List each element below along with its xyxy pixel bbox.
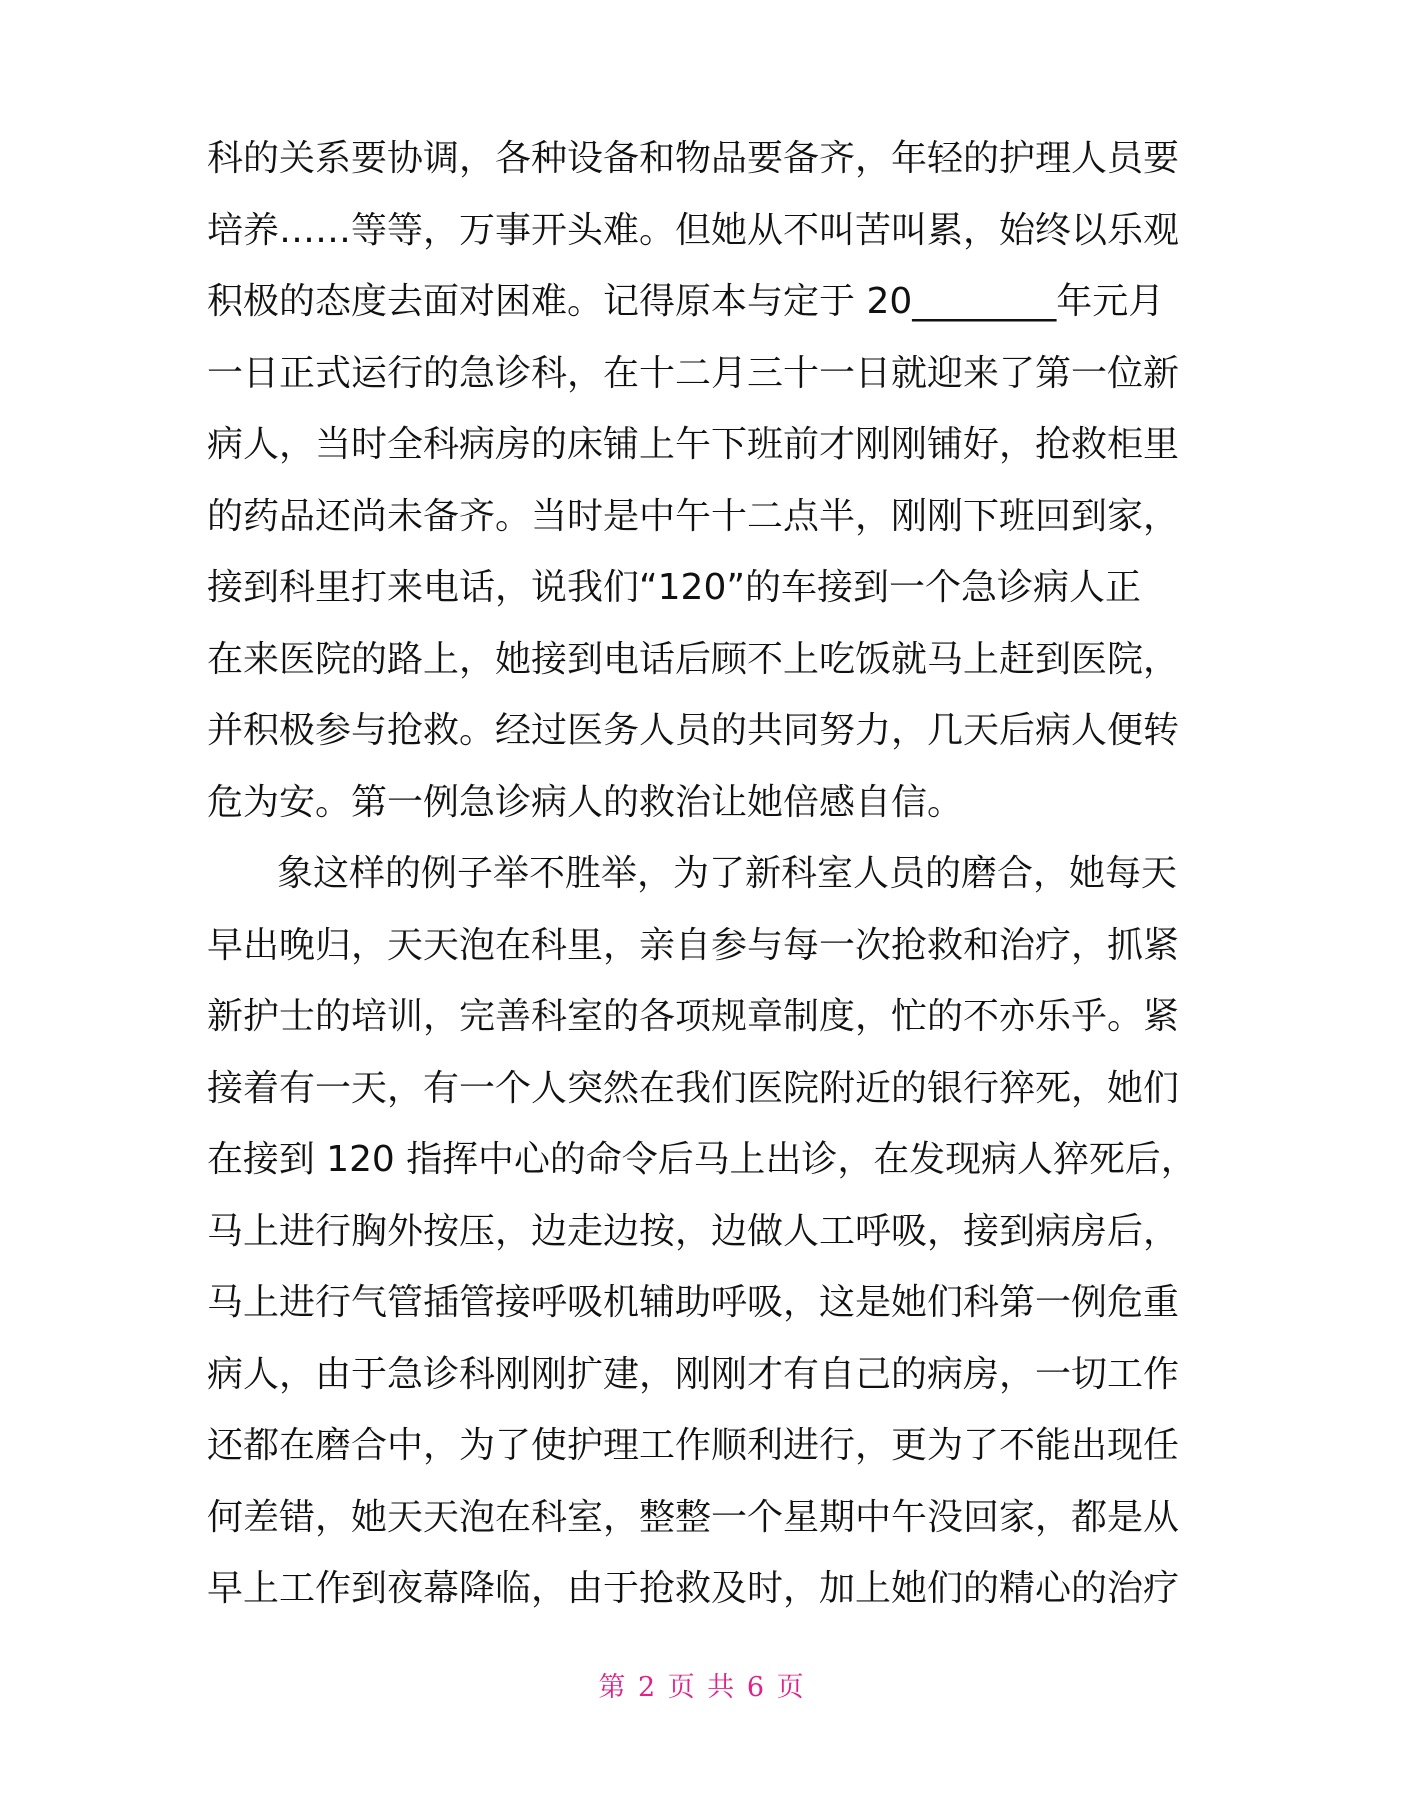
text-line: 培养……等等，万事开头难。但她从不叫苦叫累，始终以乐观 <box>207 209 1180 251</box>
text-line: 接到科里打来电话，说我们“120”的车接到一个急诊病人正 <box>207 567 1142 608</box>
text-line: 早上工作到夜幕降临，由于抢救及时，加上她们的精心的治疗 <box>207 1568 1180 1609</box>
text-line: 一日正式运行的急诊科，在十二月三十一日就迎来了第一位新 <box>207 352 1180 394</box>
text-line: 在接到 120 指挥中心的命令后马上出诊，在发现病人猝死后， <box>207 1139 1197 1180</box>
document-body <box>207 123 1197 1625</box>
page-number-footer: 第 2 页 共 6 页 <box>598 1672 806 1703</box>
text-line: 还都在磨合中，为了使护理工作顺利进行，更为了不能出现任 <box>207 1425 1180 1466</box>
text-line: 科的关系要协调，各种设备和物品要备齐，年轻的护理人员要 <box>207 138 1180 179</box>
text-line: 马上进行胸外按压，边走边按，边做人工呼吸，接到病房后， <box>207 1210 1180 1252</box>
text-line: 并积极参与抢救。经过医务人员的共同努力，几天后病人便转 <box>207 710 1180 751</box>
text-line: 新护士的培训，完善科室的各项规章制度，忙的不亦乐乎。紧 <box>207 996 1180 1037</box>
text-line: 象这样的例子举不胜举，为了新科室人员的磨合，她每天 <box>277 853 1178 894</box>
text-line: 早出晚归，天天泡在科里，亲自参与每一次抢救和治疗，抓紧 <box>207 924 1180 966</box>
text-line: 何差错，她天天泡在科室，整整一个星期中午没回家，都是从 <box>207 1496 1180 1538</box>
text-line: 积极的态度去面对困难。记得原本与定于 20________年元月 <box>207 281 1165 322</box>
text-line: 危为安。第一例急诊病人的救治让她倍感自信。 <box>207 781 964 823</box>
text-line: 接着有一天，有一个人突然在我们医院附近的银行猝死，她们 <box>207 1067 1180 1109</box>
text-line: 在来医院的路上，她接到电话后顾不上吃饭就马上赶到医院， <box>207 638 1180 680</box>
text-line: 的药品还尚未备齐。当时是中午十二点半，刚刚下班回到家， <box>207 495 1180 537</box>
text-line: 病人，当时全科病房的床铺上午下班前才刚刚铺好，抢救柜里 <box>207 424 1180 465</box>
text-line: 马上进行气管插管接呼吸机辅助呼吸，这是她们科第一例危重 <box>207 1282 1180 1323</box>
text-line: 病人，由于急诊科刚刚扩建，刚刚才有自己的病房，一切工作 <box>207 1353 1180 1395</box>
